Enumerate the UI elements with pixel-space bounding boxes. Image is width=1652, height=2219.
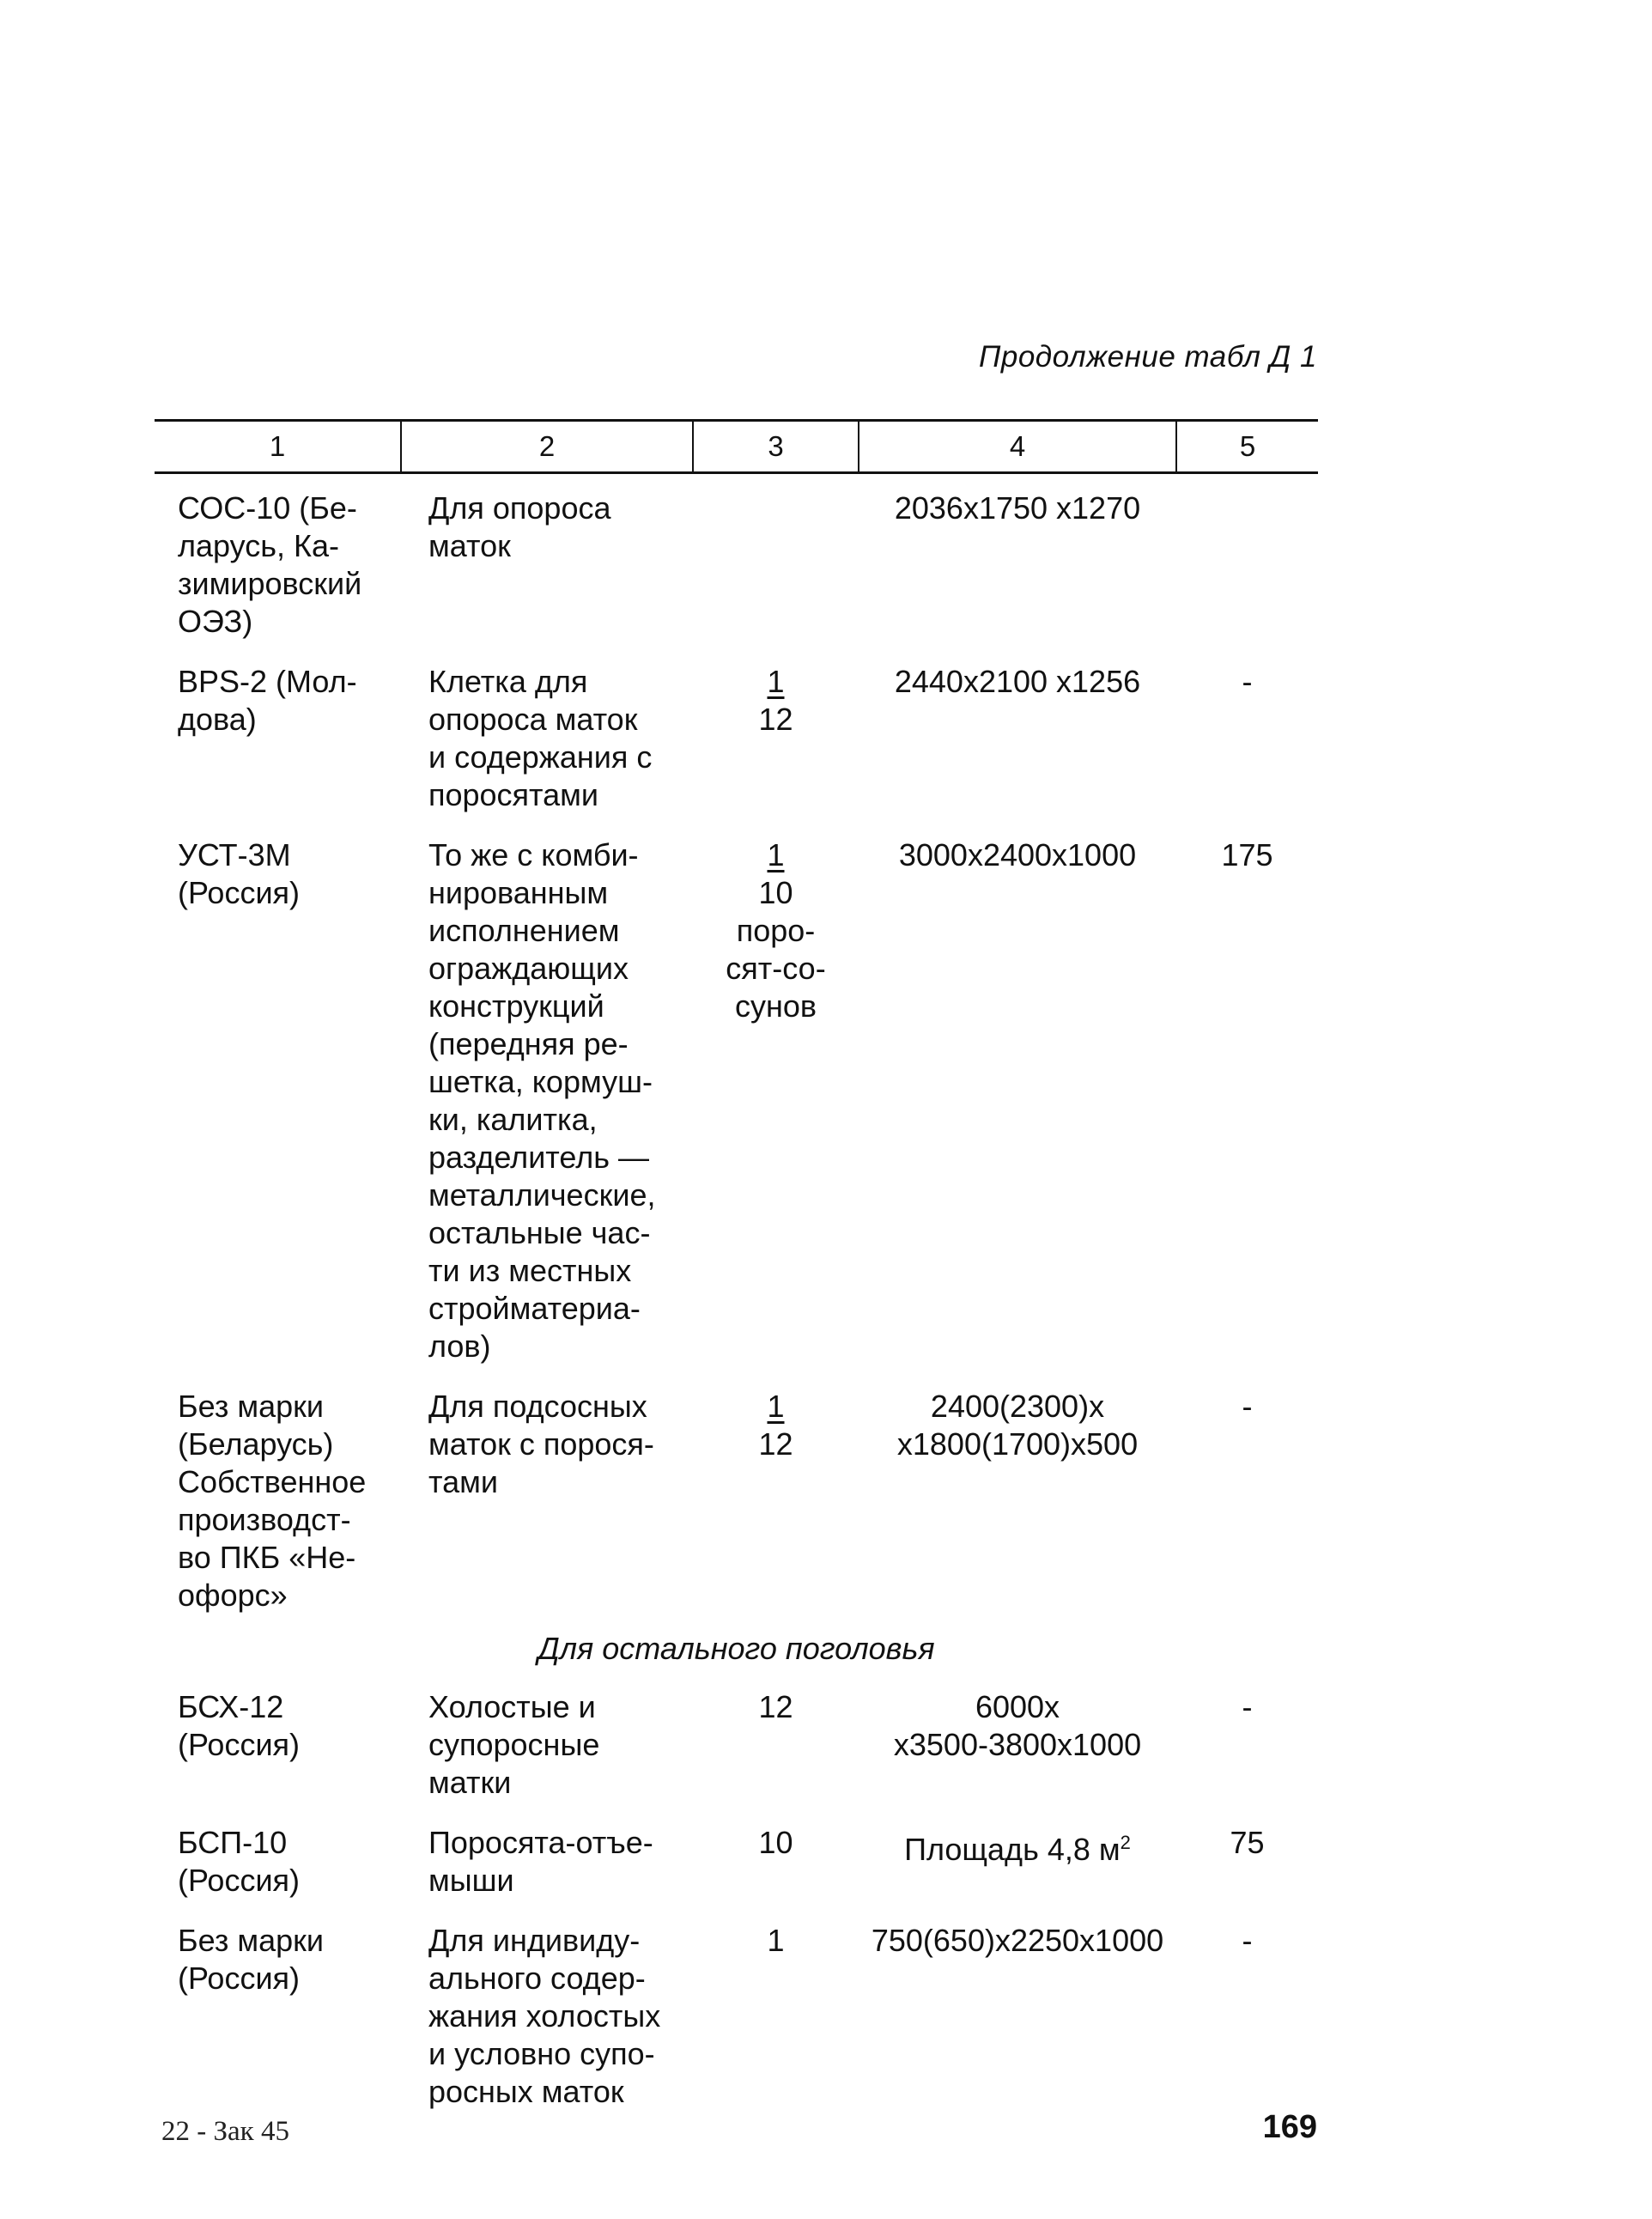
capacity-cell: 1	[767, 1923, 785, 1958]
header-col-5: 5	[1176, 421, 1318, 473]
header-col-2: 2	[401, 421, 693, 473]
capacity-cell: 12	[758, 1689, 793, 1724]
mass-cell: 175	[1221, 837, 1273, 872]
dimensions-cell	[859, 1809, 1176, 1906]
page-number: 169	[1262, 2109, 1317, 2145]
cell-line: (Россия)	[178, 1727, 301, 1762]
cell-line: x3500-3800x1000	[893, 1727, 1142, 1762]
section-row	[155, 1621, 1318, 1673]
capacity-cell	[693, 1372, 859, 1621]
cell-line: ларусь, Ка-	[178, 528, 339, 563]
purpose-cell	[401, 473, 693, 648]
cell-line: Клетка для	[428, 664, 588, 699]
cell-line: сят-со-	[726, 951, 826, 986]
cell-line: исполнением	[428, 913, 620, 948]
cell-line: (Россия)	[178, 1961, 301, 1996]
cell-line: нированным	[428, 875, 609, 910]
cell-line: стройматериа-	[428, 1291, 641, 1326]
cell-line: 3000x2400x1000	[898, 837, 1137, 872]
cell-line: Для подсосных	[428, 1389, 647, 1424]
cell-line: (передняя ре-	[428, 1026, 629, 1061]
cell-line: БСП-10	[178, 1825, 288, 1860]
cell-line: ограждающих	[428, 951, 629, 986]
model-cell	[155, 1673, 401, 1809]
capacity-cell: 10	[758, 1825, 793, 1860]
purpose-cell	[401, 1372, 693, 1621]
cell-line: дова)	[178, 702, 257, 737]
cell-line: 6000x	[975, 1689, 1060, 1724]
cell-line: УСТ-3М	[178, 837, 291, 872]
table-row	[155, 1906, 1318, 2118]
header-col-1: 1	[155, 421, 401, 473]
header-row	[155, 421, 1318, 473]
purpose-cell	[401, 647, 693, 821]
cell-line: Для опороса	[428, 490, 611, 526]
cell-line: Без марки	[178, 1389, 325, 1424]
cell-line: Без марки	[178, 1923, 325, 1958]
model-cell	[155, 821, 401, 1372]
cell-line: маток с порося-	[428, 1426, 654, 1462]
footer-print-mark: 22 - Зак 45	[161, 2116, 289, 2147]
dimensions-cell	[859, 1673, 1176, 1809]
dimensions-cell	[859, 1906, 1176, 2118]
cell-line	[859, 1824, 1176, 1869]
cell-line: Поросята-отъе-	[428, 1825, 653, 1860]
cell-line: СОС-10 (Бе-	[178, 490, 357, 526]
cell-line: ти из местных	[428, 1253, 632, 1288]
table-row	[155, 1809, 1318, 1906]
dimensions-cell	[859, 1372, 1176, 1621]
cell-line: разделитель —	[428, 1140, 649, 1175]
cell-line: жания холостых	[428, 1998, 661, 2034]
capacity-cell	[693, 473, 859, 648]
cell-line: (Россия)	[178, 1863, 301, 1898]
cell-line: росных маток	[428, 2074, 624, 2109]
cell-line: сунов	[734, 988, 817, 1024]
cell-line: и условно супо-	[428, 2036, 655, 2071]
cell-line: шетка, кормуш-	[428, 1064, 653, 1099]
cell-line: металлические,	[428, 1177, 656, 1213]
cell-line: мыши	[428, 1863, 514, 1898]
table-row	[155, 1673, 1318, 1809]
capacity-cell	[693, 647, 859, 821]
purpose-cell	[401, 1673, 693, 1809]
cell-line: (Россия)	[178, 875, 301, 910]
area-unit-exponent: 2	[1120, 1832, 1131, 1853]
cell-line: ОЭЗ)	[178, 604, 253, 639]
mass-cell: -	[1242, 1389, 1253, 1424]
cell-line: и содержания с	[428, 739, 653, 775]
mass-cell: -	[1242, 664, 1253, 699]
cell-line: конструкций	[428, 988, 604, 1024]
model-cell	[155, 473, 401, 648]
cell-line: Для индивиду-	[428, 1923, 641, 1958]
fraction-numerator: 1	[767, 1389, 785, 1424]
mass-cell: -	[1242, 1689, 1253, 1724]
model-cell	[155, 1906, 401, 2118]
purpose-cell	[401, 821, 693, 1372]
model-cell	[155, 647, 401, 821]
area-text: Площадь 4,8 м	[904, 1832, 1121, 1867]
table-caption: Продолжение табл Д 1	[979, 340, 1317, 374]
cell-line: офорс»	[178, 1578, 288, 1613]
cell-line: поро-	[736, 913, 816, 948]
mass-cell: 75	[1230, 1825, 1265, 1860]
specs-table	[155, 419, 1318, 2118]
purpose-cell	[401, 1906, 693, 2118]
fraction-numerator: 1	[767, 664, 785, 699]
header-col-3: 3	[693, 421, 859, 473]
table-row	[155, 1372, 1318, 1621]
mass-cell	[1176, 473, 1318, 648]
dimensions-cell	[859, 473, 1176, 648]
cell-line: матки	[428, 1765, 512, 1800]
dimensions-cell	[859, 647, 1176, 821]
cell-line: маток	[428, 528, 511, 563]
cell-line: Собственное	[178, 1464, 367, 1499]
model-cell	[155, 1809, 401, 1906]
cell-line: опороса маток	[428, 702, 638, 737]
cell-line: 12	[758, 702, 793, 737]
cell-line: тами	[428, 1464, 498, 1499]
cell-line: (Беларусь)	[178, 1426, 334, 1462]
cell-line: ального содер-	[428, 1961, 646, 1996]
cell-line: супоросные	[428, 1727, 600, 1762]
mass-cell: -	[1242, 1923, 1253, 1958]
section-title: Для остального поголовья	[538, 1631, 935, 1666]
capacity-cell	[693, 821, 859, 1372]
cell-line: поросятами	[428, 777, 599, 812]
cell-line: 10	[758, 875, 793, 910]
cell-line: зимировский	[178, 566, 362, 601]
cell-line: производст-	[178, 1502, 351, 1537]
cell-line: ки, калитка,	[428, 1102, 598, 1137]
cell-line: БСХ-12	[178, 1689, 284, 1724]
cell-line: остальные час-	[428, 1215, 651, 1250]
cell-line: 2440x2100 x1256	[894, 664, 1141, 699]
model-cell	[155, 1372, 401, 1621]
cell-line: лов)	[428, 1328, 491, 1364]
specs-table-wrapper	[155, 419, 1318, 2118]
cell-line: BPS-2 (Мол-	[178, 664, 357, 699]
cell-line: 12	[758, 1426, 793, 1462]
cell-line: x1800(1700)x500	[896, 1426, 1139, 1462]
dimensions-cell	[859, 821, 1176, 1372]
cell-line: 2400(2300)x	[930, 1389, 1105, 1424]
purpose-cell	[401, 1809, 693, 1906]
cell-line: во ПКБ «Не-	[178, 1540, 356, 1575]
fraction-numerator: 1	[767, 837, 785, 872]
header-col-4: 4	[859, 421, 1176, 473]
cell-line: То же с комби-	[428, 837, 639, 872]
cell-line: 2036x1750 x1270	[894, 490, 1141, 526]
table-body	[155, 473, 1318, 2119]
table-row	[155, 473, 1318, 648]
cell-line: Холостые и	[428, 1689, 596, 1724]
table-row	[155, 647, 1318, 821]
cell-line: 750(650)x2250x1000	[871, 1923, 1164, 1958]
table-row	[155, 821, 1318, 1372]
